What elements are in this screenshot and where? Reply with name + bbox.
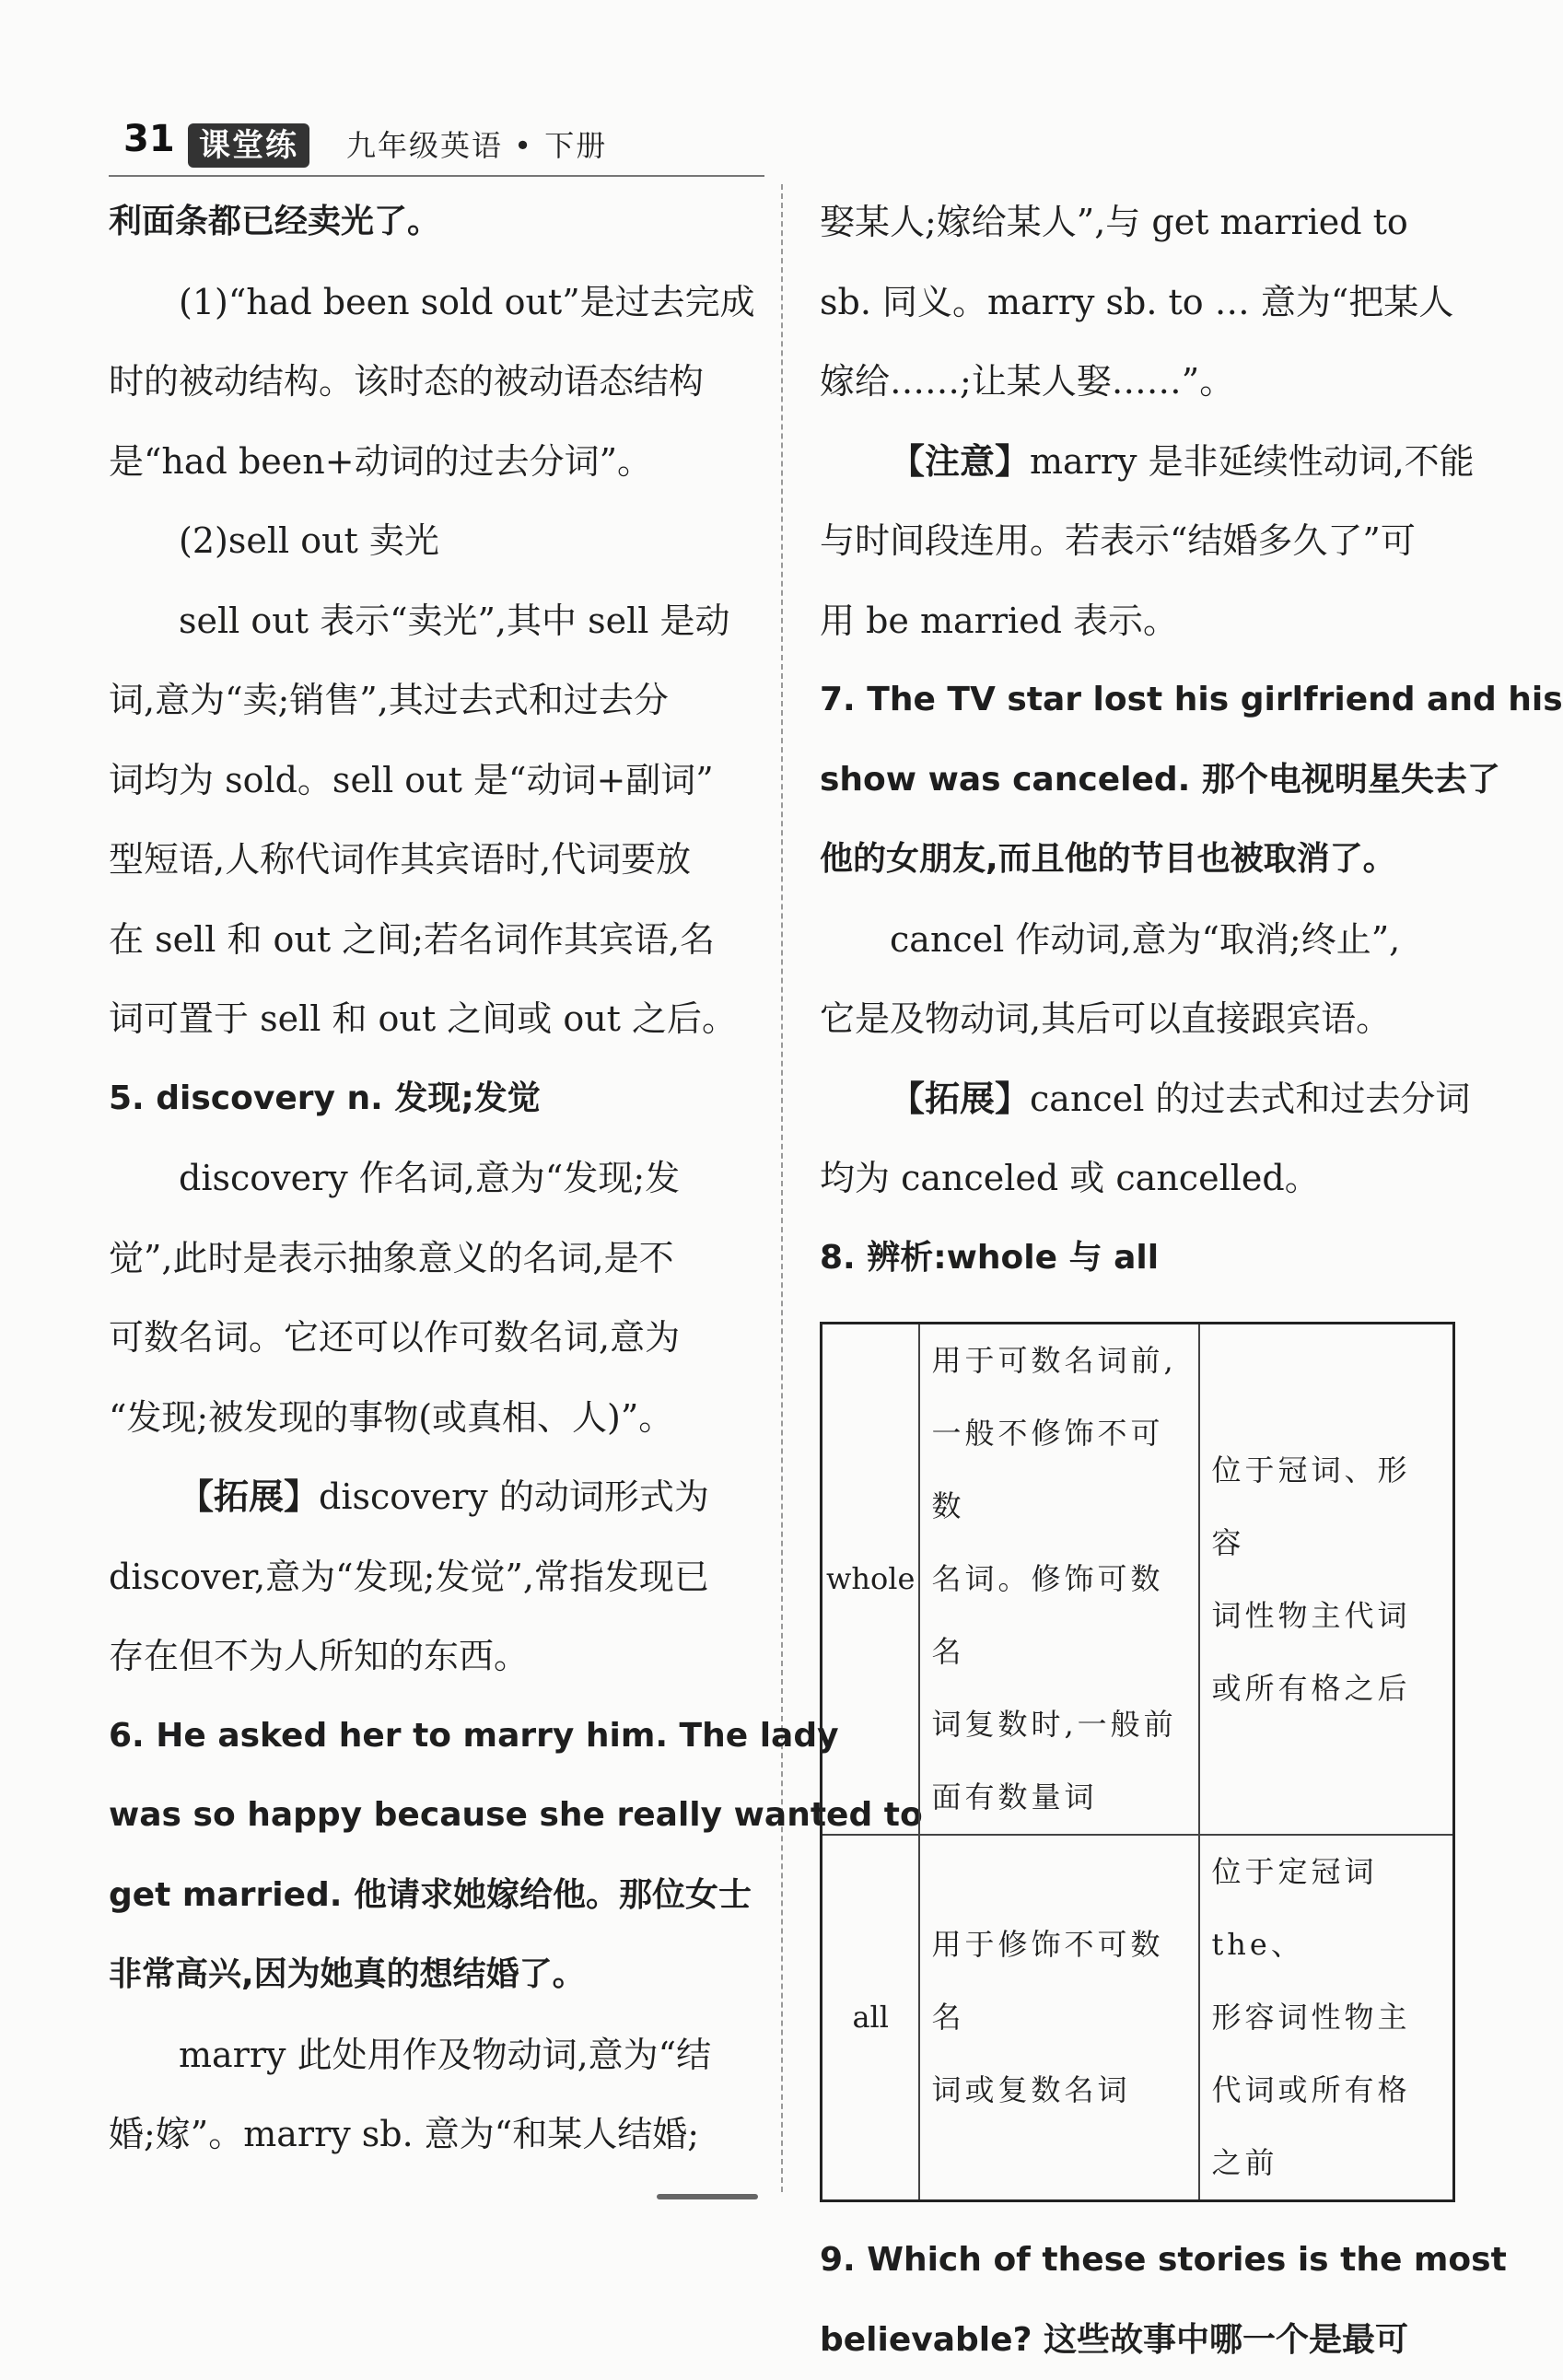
line-text: marry 是非延续性动词,不能 xyxy=(1030,441,1475,482)
line-text: 用 be married 表示。 xyxy=(820,601,1178,641)
line-text: get married. 他请求她嫁给他。那位女士 xyxy=(109,1876,752,1914)
text-line xyxy=(109,1298,746,1378)
cell-line: 形容词性物主 xyxy=(1211,1981,1441,2054)
line-text: 它是及物动词,其后可以直接跟宾语。 xyxy=(820,998,1391,1039)
line-text: show was canceled. 那个电视明星失去了 xyxy=(820,761,1500,799)
heading-line xyxy=(820,660,1460,741)
header-rule xyxy=(109,175,764,177)
right-column-text-bottom xyxy=(820,2221,1460,2380)
cell-line: 位于定冠词 the、 xyxy=(1211,1836,1441,1981)
page-header xyxy=(109,116,763,171)
line-text: discovery 的动词形式为 xyxy=(319,1476,709,1517)
text-line xyxy=(820,182,1460,262)
line-text: 与时间段连用。若表示“结婚多久了”可 xyxy=(820,520,1416,561)
footer-mark xyxy=(657,2194,758,2199)
column-divider xyxy=(781,184,783,2192)
cell-line: 一般不修饰不可数 xyxy=(931,1397,1187,1543)
heading-line xyxy=(109,1776,746,1856)
tag-label: 【拓展】 xyxy=(890,1079,1030,1119)
line-text: cancel 的过去式和过去分词 xyxy=(1030,1079,1470,1119)
line-text: 利面条都已经卖光了。 xyxy=(109,203,440,240)
text-line xyxy=(820,342,1460,422)
text-line xyxy=(109,2015,746,2095)
cell-line: 代词或所有格 xyxy=(1211,2054,1441,2127)
line-text: marry 此处用作及物动词,意为“结 xyxy=(179,2035,711,2075)
text-line xyxy=(109,660,746,741)
line-text: 8. 辨析:whole 与 all xyxy=(820,1239,1159,1277)
line-text: 娶某人;嫁给某人”,与 get married to xyxy=(820,202,1408,242)
book-title: 九年级英语 • 下册 xyxy=(346,125,607,166)
heading-line xyxy=(109,1697,746,1777)
line-text: 嫁给……;让某人娶……”。 xyxy=(820,361,1234,402)
text-line xyxy=(109,2094,746,2175)
text-line xyxy=(109,1537,746,1617)
page-number: 31 xyxy=(123,118,175,160)
text-line xyxy=(109,342,746,422)
line-text: 词均为 sold。sell out 是“动词+副词” xyxy=(109,760,714,800)
right-column-text xyxy=(820,182,1460,1298)
heading-line xyxy=(820,2301,1460,2380)
table-row xyxy=(822,1835,1454,2201)
line-text: sb. 同义。marry sb. to … 意为“把某人 xyxy=(820,282,1453,322)
text-line xyxy=(109,741,746,821)
table-row xyxy=(822,1324,1454,1836)
cell-line: 位于冠词、形容 xyxy=(1211,1434,1441,1580)
line-text: 词,意为“卖;销售”,其过去式和过去分 xyxy=(109,680,669,720)
text-line xyxy=(109,1378,746,1458)
text-line xyxy=(820,501,1460,581)
heading-line xyxy=(820,1219,1460,1299)
tag-label: 【注意】 xyxy=(890,441,1030,482)
usage-cell xyxy=(919,1835,1199,2201)
text-line xyxy=(109,501,746,581)
text-line xyxy=(109,900,746,980)
line-text: 他的女朋友,而且他的节目也被取消了。 xyxy=(820,840,1396,878)
line-text: was so happy because she really wanted to xyxy=(109,1796,923,1834)
heading-line xyxy=(109,1059,746,1139)
line-text: 6. He asked her to marry him. The lady xyxy=(109,1717,839,1755)
line-text: 词可置于 sell 和 out 之间或 out 之后。 xyxy=(109,998,737,1039)
position-cell xyxy=(1199,1835,1453,2201)
text-line xyxy=(820,1059,1460,1139)
heading-line xyxy=(109,1935,746,2015)
text-line xyxy=(820,262,1460,343)
cell-line: 面有数量词 xyxy=(931,1761,1187,1834)
line-text: (1)“had been sold out”是过去完成 xyxy=(179,282,755,322)
line-text: cancel 作动词,意为“取消;终止”, xyxy=(890,919,1400,960)
line-text: 是“had been+动词的过去分词”。 xyxy=(109,441,652,482)
text-line xyxy=(109,422,746,502)
line-text: 型短语,人称代词作其宾语时,代词要放 xyxy=(109,839,691,880)
text-line xyxy=(109,1138,746,1219)
cell-line: 名词。修饰可数名 xyxy=(931,1543,1187,1688)
cell-line: 用于修饰不可数名 xyxy=(931,1908,1187,2054)
cell-line: 词或复数名词 xyxy=(931,2054,1187,2127)
text-line xyxy=(109,262,746,343)
heading-line xyxy=(820,2221,1460,2301)
heading-line xyxy=(109,1856,746,1936)
line-text: 时的被动结构。该时态的被动语态结构 xyxy=(109,361,704,402)
heading-line xyxy=(820,741,1460,821)
line-text: 非常高兴,因为她真的想结婚了。 xyxy=(109,1955,586,1993)
text-line xyxy=(109,820,746,900)
text-line xyxy=(820,581,1460,661)
line-text: 可数名词。它还可以作可数名词,意为 xyxy=(109,1317,680,1358)
line-text: (2)sell out 卖光 xyxy=(179,520,439,561)
cell-line: 词性物主代词 xyxy=(1211,1580,1441,1652)
cell-line: 词复数时,一般前 xyxy=(931,1688,1187,1761)
text-line xyxy=(109,581,746,661)
line-text: 存在但不为人所知的东西。 xyxy=(109,1636,529,1676)
text-line xyxy=(820,900,1460,980)
comparison-table xyxy=(820,1322,1455,2202)
text-line xyxy=(820,422,1460,502)
book-badge: 课堂练 xyxy=(188,123,309,168)
text-line xyxy=(109,1219,746,1299)
usage-cell xyxy=(919,1324,1199,1836)
row-label: all xyxy=(822,1835,920,2201)
line-text: 婚;嫁”。marry sb. 意为“和某人结婚; xyxy=(109,2114,699,2154)
line-text: 5. discovery n. 发现;发觉 xyxy=(109,1079,541,1117)
cell-line: 或所有格之后 xyxy=(1211,1652,1441,1725)
text-line xyxy=(109,979,746,1059)
left-column xyxy=(109,182,746,2175)
line-text: 7. The TV star lost his girlfriend and his xyxy=(820,681,1563,718)
line-text: discovery 作名词,意为“发现;发 xyxy=(179,1158,680,1198)
heading-line xyxy=(820,820,1460,900)
cell-line: 用于可数名词前, xyxy=(931,1324,1187,1397)
tag-label: 【拓展】 xyxy=(179,1476,319,1517)
line-text: believable? 这些故事中哪一个是最可 xyxy=(820,2321,1408,2359)
text-line xyxy=(109,1457,746,1537)
cell-line: 之前 xyxy=(1211,2127,1441,2199)
position-cell xyxy=(1199,1324,1453,1836)
right-column xyxy=(820,182,1460,2380)
text-line xyxy=(820,979,1460,1059)
text-line xyxy=(109,1616,746,1697)
line-text: 在 sell 和 out 之间;若名词作其宾语,名 xyxy=(109,919,715,960)
line-text: discover,意为“发现;发觉”,常指发现已 xyxy=(109,1557,709,1597)
line-text: “发现;被发现的事物(或真相、人)”。 xyxy=(109,1397,673,1438)
row-label: whole xyxy=(822,1324,920,1836)
line-text: sell out 表示“卖光”,其中 sell 是动 xyxy=(179,601,729,641)
line-text: 均为 canceled 或 cancelled。 xyxy=(820,1158,1320,1198)
line-text: 觉”,此时是表示抽象意义的名词,是不 xyxy=(109,1238,674,1278)
heading-line xyxy=(109,182,746,262)
line-text: 9. Which of these stories is the most xyxy=(820,2241,1507,2279)
text-line xyxy=(820,1138,1460,1219)
